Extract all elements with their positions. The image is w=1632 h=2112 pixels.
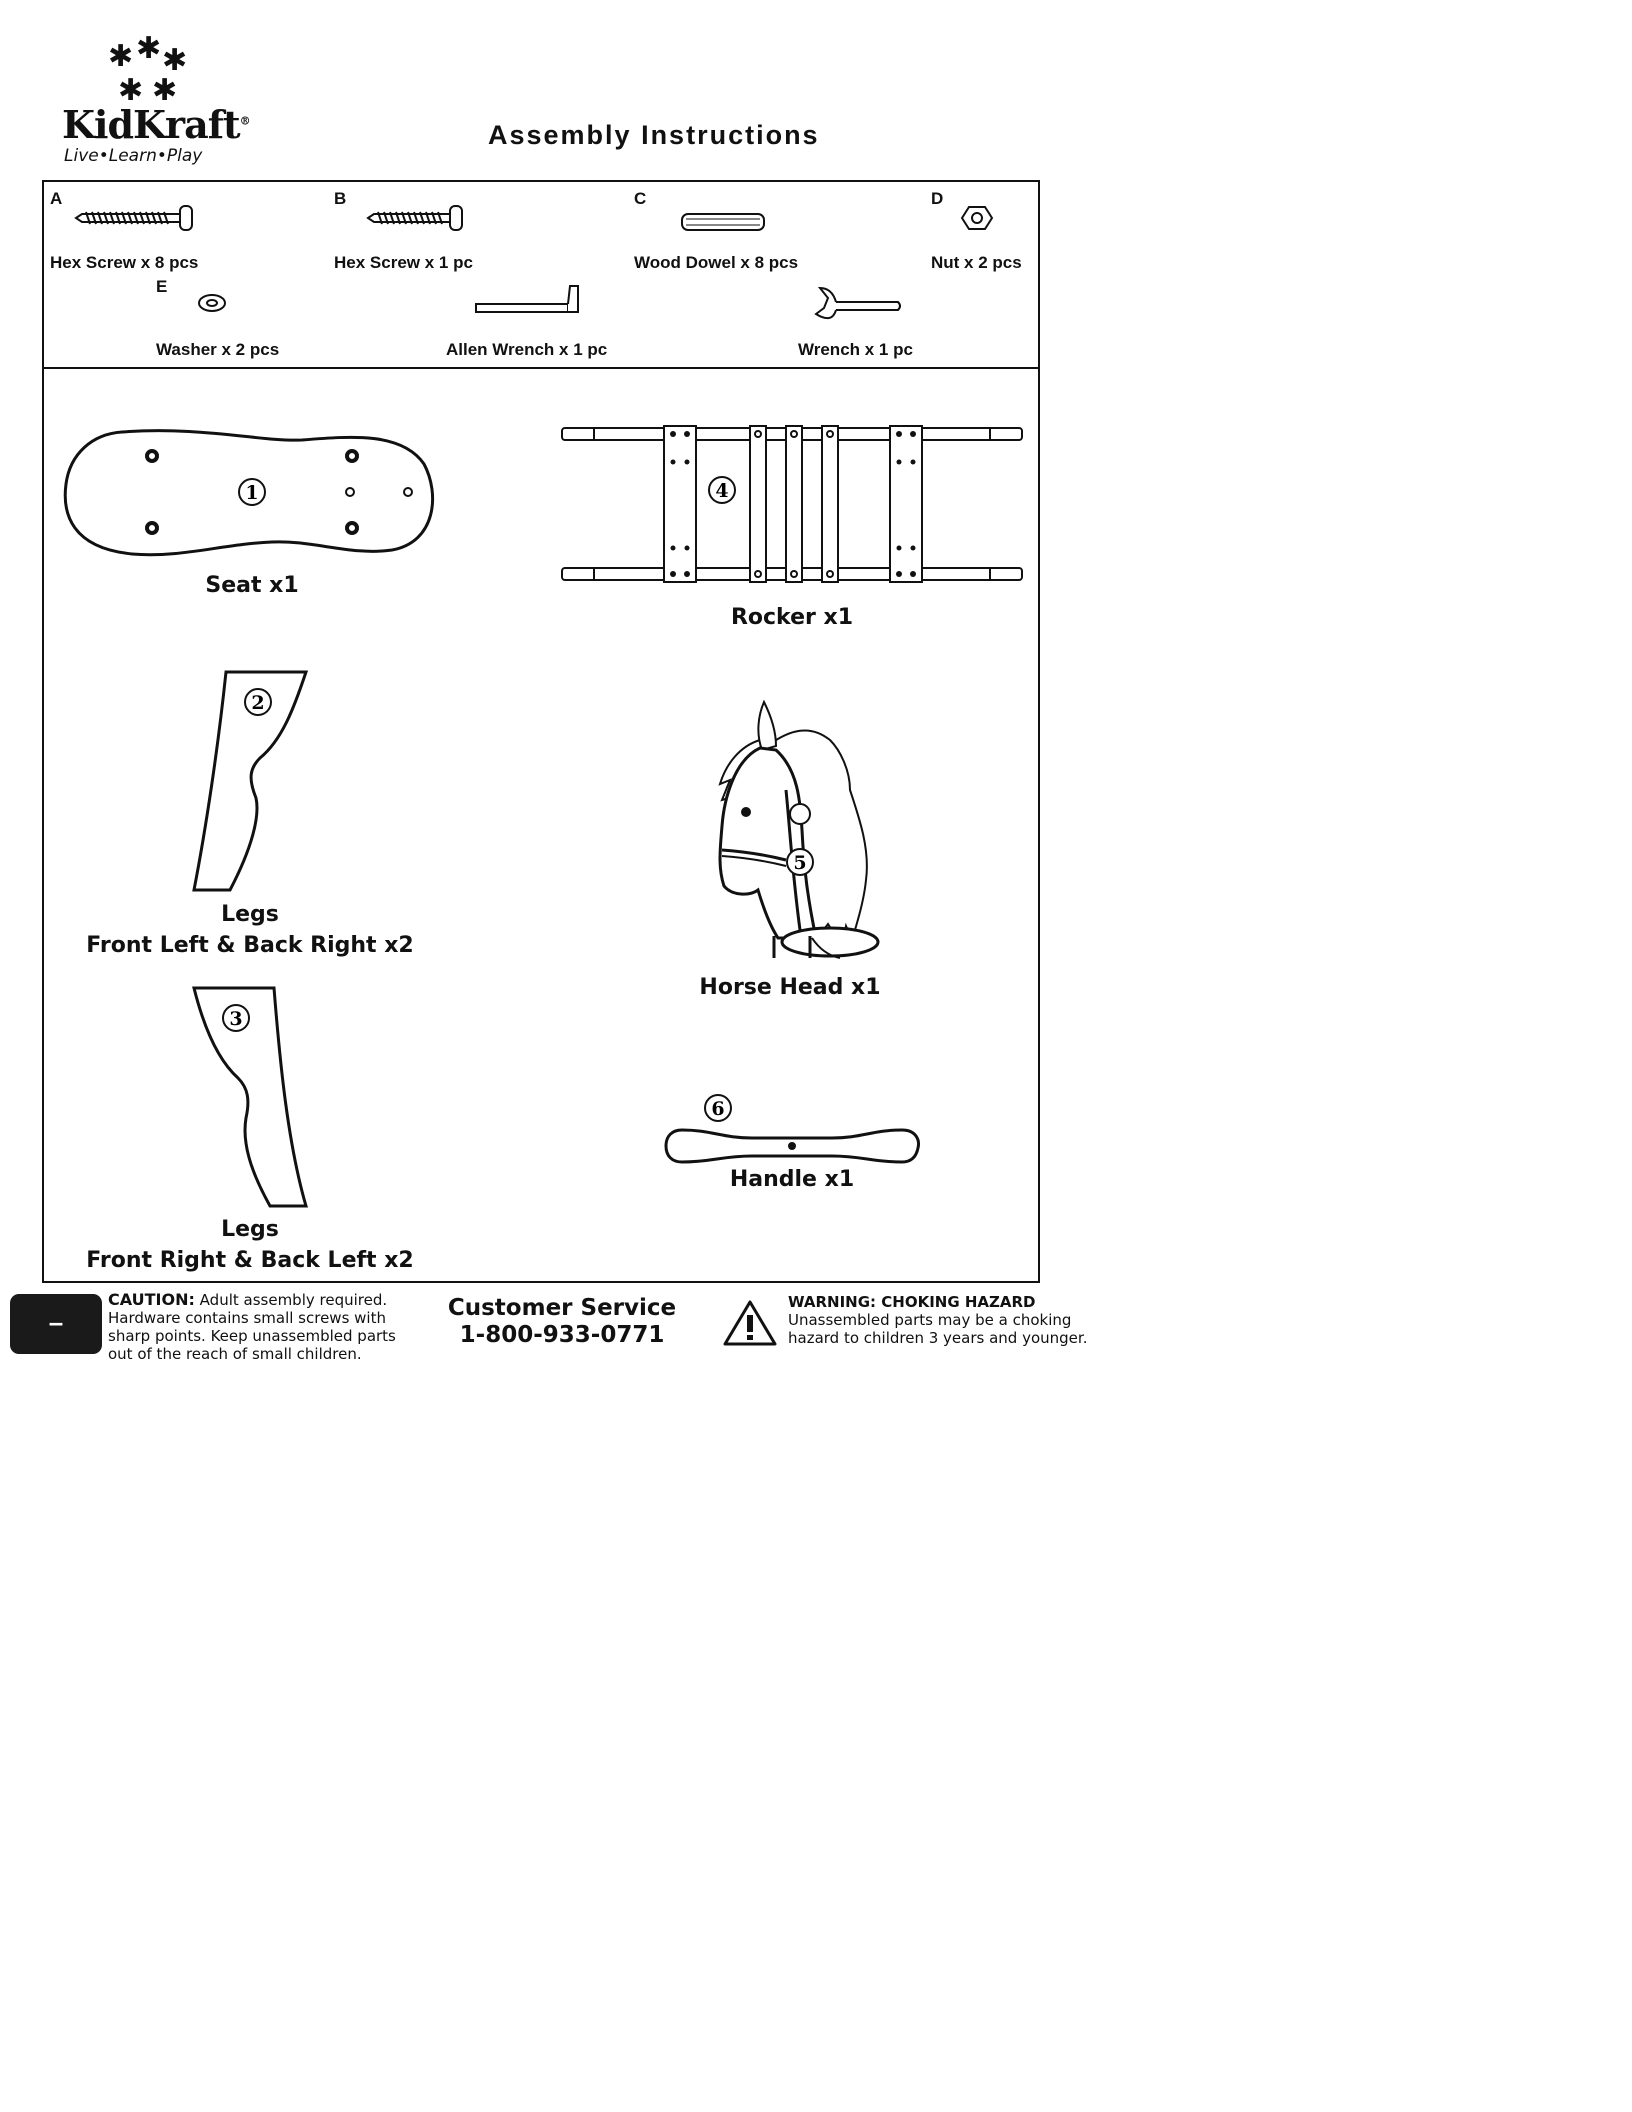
seat-label: Seat x1 (205, 573, 299, 598)
caution-badge-text: – (48, 1307, 64, 1337)
leg-front-right-drawing (190, 984, 310, 1214)
hardware-letter-c: C (634, 189, 647, 208)
logo-brand: KidKraft® (62, 102, 250, 147)
horse-head-drawing (700, 700, 890, 970)
svg-text:✱: ✱ (136, 31, 162, 66)
seat-drawing (62, 424, 442, 564)
caution-badge (10, 1294, 102, 1354)
svg-text:✱: ✱ (118, 73, 144, 108)
customer-service (432, 1295, 692, 1349)
warning-text (788, 1293, 1087, 1347)
hardware-letter-a: A (50, 189, 63, 208)
horse-head-number: 5 (793, 852, 807, 874)
hardware-label-a: Hex Screw x 8 pcs (50, 253, 199, 272)
customer-service-phone: 1-800-933-0771 (459, 1322, 665, 1348)
hardware-letter-e: E (156, 277, 168, 296)
caution-line-3: sharp points. Keep unassembled parts (108, 1327, 396, 1345)
customer-service-title: Customer Service (447, 1295, 677, 1321)
caution-line-4: out of the reach of small children. (108, 1345, 362, 1363)
warning-title: WARNING: CHOKING HAZARD (788, 1293, 1036, 1311)
handle-label: Handle x1 (729, 1167, 855, 1192)
svg-text:✱: ✱ (108, 39, 134, 74)
washer-icon (196, 292, 228, 314)
leg-front-left-label: Legs (221, 902, 279, 927)
rocker-label: Rocker x1 (730, 605, 854, 630)
rocker-number: 4 (715, 480, 729, 502)
leg-front-right-number: 3 (229, 1008, 243, 1030)
hex-screw-icon (74, 204, 194, 234)
leg-front-right-sublabel: Front Right & Back Left x2 (86, 1248, 414, 1273)
hardware-letter-d: D (931, 189, 944, 208)
kidkraft-logo (60, 31, 250, 172)
handle-number: 6 (711, 1098, 725, 1120)
wood-dowel-icon (680, 211, 770, 235)
horse-head-label: Horse Head x1 (699, 975, 881, 1000)
hex-screw-icon (366, 204, 466, 234)
leg-front-right-label: Legs (221, 1217, 279, 1242)
page-title: Assembly Instructions (488, 120, 820, 150)
hardware-divider (42, 367, 1038, 369)
leg-front-left-sublabel: Front Left & Back Right x2 (86, 933, 414, 958)
warning-line-2: hazard to children 3 years and younger. (788, 1329, 1088, 1347)
seat-number: 1 (245, 482, 259, 504)
allen-wrench-icon (474, 282, 584, 322)
stars-icon (60, 31, 240, 108)
hardware-label-allen-wrench: Allen Wrench x 1 pc (446, 340, 608, 359)
caution-title: CAUTION: (108, 1290, 195, 1309)
hardware-label-e: Washer x 2 pcs (156, 340, 280, 359)
leg-front-left-drawing (190, 668, 310, 898)
hardware-letter-b: B (334, 189, 347, 208)
warning-line-1: Unassembled parts may be a choking (788, 1311, 1072, 1329)
rocker-drawing (560, 422, 1030, 592)
hardware-label-b: Hex Screw x 1 pc (334, 253, 473, 272)
nut-icon (960, 204, 994, 232)
caution-line-1: Adult assembly required. (199, 1291, 388, 1309)
svg-text:✱: ✱ (152, 73, 178, 108)
hardware-label-d: Nut x 2 pcs (931, 253, 1022, 272)
warning-triangle-icon (722, 1298, 778, 1348)
wrench-icon (814, 284, 904, 328)
leg-front-left-number: 2 (251, 692, 265, 714)
hardware-label-wrench: Wrench x 1 pc (798, 340, 913, 359)
svg-text:✱: ✱ (162, 43, 188, 78)
caution-line-2: Hardware contains small screws with (108, 1309, 386, 1327)
hardware-label-c: Wood Dowel x 8 pcs (634, 253, 799, 272)
logo-tagline: Live•Learn•Play (64, 146, 203, 166)
caution-text (108, 1291, 396, 1363)
